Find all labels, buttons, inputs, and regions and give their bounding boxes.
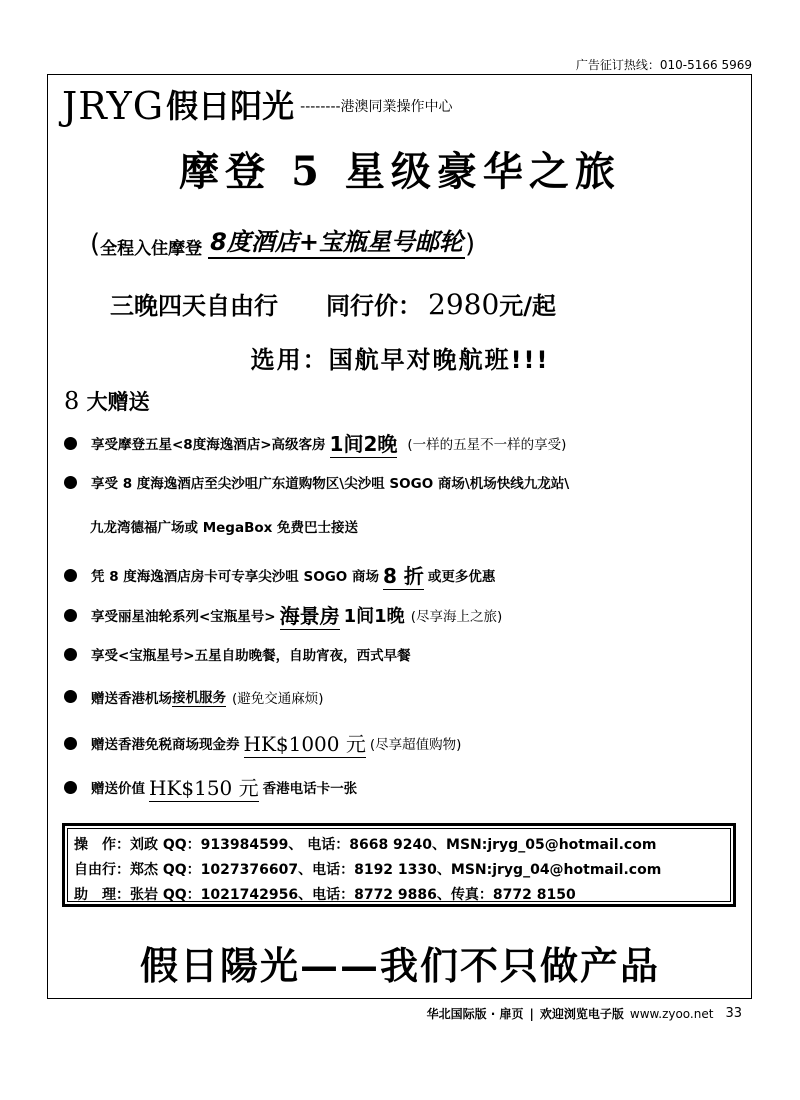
brand-name-cn: 假日阳光	[166, 87, 295, 125]
bullet-icon	[64, 690, 77, 703]
list-item	[64, 560, 495, 590]
item-text: 赠送香港机场	[91, 690, 172, 707]
list-item	[64, 472, 569, 492]
item-text: 凭 8 度海逸酒店房卡可专享尖沙咀 SOGO 商场	[91, 569, 379, 585]
item-highlight: 8 折	[383, 560, 424, 590]
trip-duration: 三晚四天自由行	[110, 292, 278, 320]
brand-subtitle: --------港澳同業操作中心	[300, 99, 453, 115]
price-label: 同行价：	[326, 292, 422, 320]
bullet-icon	[64, 569, 77, 582]
bullet-icon	[64, 437, 77, 450]
item-text-after: 香港电话卡一张	[262, 781, 358, 797]
contact-box	[62, 823, 736, 907]
item-highlight: 1间2晚	[330, 428, 398, 458]
item-note: (一样的五星不一样的享受)	[407, 437, 567, 453]
contact-row-assistant: 助 理：张岩 QQ：1021742956、电话：8772 9886、传真：8772 8150	[74, 887, 576, 903]
item-highlight: HK$1000 元	[244, 728, 366, 758]
subtitle-open-paren: (	[90, 229, 101, 259]
item-note: (尽享超值购物)	[369, 737, 462, 753]
brand-name-en: JRYG	[62, 84, 165, 128]
contact-row-operator: 操 作：刘政 QQ：913984599、 电话：8668 9240、MSN:jryg_05@hotmail.com	[74, 837, 657, 853]
page-number: 33	[725, 1006, 742, 1021]
list-item	[64, 686, 324, 707]
ad-hotline: 广告征订热线：010-5166 5969	[575, 58, 752, 72]
subtitle-prefix: 全程入住摩登	[100, 239, 203, 259]
footer-separator: |	[529, 1006, 534, 1021]
item-text: 享受 8 度海逸酒店至尖沙咀广东道购物区\尖沙咀 SOGO 商场\机场快线九龙站\	[91, 476, 570, 492]
item-highlight: 接机服务	[172, 686, 226, 707]
footer-welcome: 欢迎浏览电子版	[539, 1007, 624, 1021]
item-note: (避免交通麻烦)	[232, 690, 324, 707]
contact-box-inner	[67, 828, 731, 902]
item-highlight: 海景房	[280, 600, 340, 630]
bullet-icon	[64, 648, 77, 661]
bullet-icon	[64, 609, 77, 622]
list-item-continuation	[64, 516, 358, 536]
item-text-after: 或更多优惠	[427, 569, 496, 585]
item-text: 九龙湾德福广场或 MegaBox 免费巴士接送	[90, 520, 359, 536]
gifts-heading-text: 大赠送	[86, 390, 150, 414]
bullet-icon	[64, 476, 77, 489]
item-text: 享受摩登五星<8度海逸酒店>高级客房	[91, 437, 326, 453]
bullet-icon	[64, 737, 77, 750]
item-text: 享受<宝瓶星号>五星自助晚餐，自助宵夜，西式早餐	[91, 648, 411, 664]
item-highlight-2: 1间1晚	[343, 606, 405, 627]
list-item	[64, 600, 502, 630]
subtitle-highlight: 8度酒店+宝瓶星号邮轮	[208, 222, 465, 259]
ad-subtitle	[90, 222, 475, 259]
price-line	[110, 286, 556, 321]
footer-publication: 华北国际版 · 扉页	[426, 1007, 524, 1021]
list-item	[64, 428, 566, 458]
price-unit: 元/起	[499, 292, 557, 320]
flight-line: 选用：国航早对晚航班!!!	[250, 346, 550, 374]
page-footer	[427, 1005, 742, 1022]
contact-row-independent: 自由行：郑杰 QQ：1027376607、电话：8192 1330、MSN:jryg_04@hotmail.com	[74, 862, 662, 878]
item-text: 赠送价值	[91, 781, 145, 797]
brand-logo	[62, 84, 453, 128]
gifts-count: 8	[64, 387, 80, 415]
item-highlight: HK$150 元	[149, 772, 259, 802]
ad-title: 摩登 5 星级豪华之旅	[179, 148, 621, 195]
subtitle-close-paren: )	[464, 229, 476, 259]
price-value: 2980	[428, 288, 500, 321]
list-item	[64, 644, 411, 664]
list-item	[64, 772, 357, 802]
footer-website: www.zyoo.net	[629, 1006, 714, 1021]
gifts-heading	[64, 386, 150, 416]
list-item	[64, 728, 461, 758]
bullet-icon	[64, 781, 77, 794]
slogan: 假日陽光——我们不只做产品	[139, 943, 660, 988]
item-text: 赠送香港免税商场现金券	[91, 737, 240, 753]
item-note: (尽享海上之旅)	[410, 609, 503, 625]
item-text: 享受丽星油轮系列<宝瓶星号>	[91, 609, 276, 625]
